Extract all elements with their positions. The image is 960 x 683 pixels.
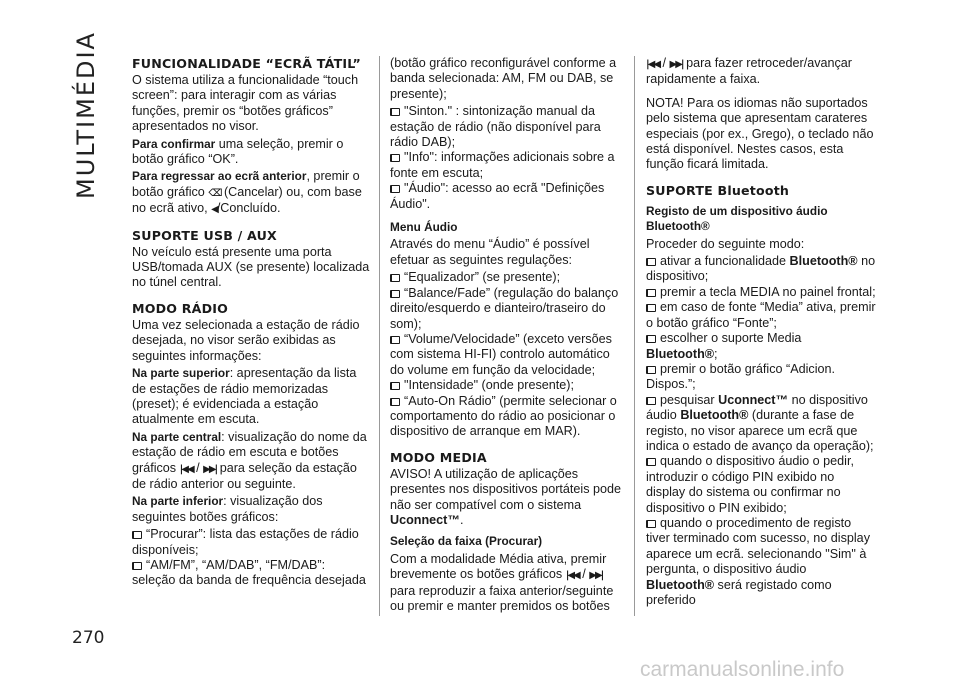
list-item: em caso de fonte “Media” ativa, premir o botão gráfico “Fonte”; bbox=[646, 300, 876, 330]
bullet-icon bbox=[646, 397, 656, 405]
list-item: "Sinton." : sintonização manual da estação de rádio (não disponível para rádio DAB); bbox=[390, 104, 601, 150]
bullet-icon bbox=[132, 562, 142, 570]
next-track-icon: ▶▶| bbox=[669, 59, 683, 70]
list-item: quando o procedimento de registo tiver terminado com sucesso, no display aparece um ecrã. selecionando "Sim" à pergunta, o dispositivo áudio Bluetooth® será registado como preferido bbox=[646, 515, 870, 607]
paragraph-warning: AVISO! A utilização de aplicações presentes nos dispositivos portáteis pode não ser compatível com o sistema Uconnect™. bbox=[390, 466, 622, 527]
list-item: premir o botão gráfico “Adicion. Dispos.”; bbox=[646, 361, 835, 392]
column-1 bbox=[132, 56, 370, 616]
subheading-bluetooth-registration: Registo de um dispositivo áudio Bluetooth® bbox=[646, 203, 828, 234]
bullet-icon bbox=[132, 531, 142, 539]
paragraph-procedure: Proceder do seguinte modo: bbox=[646, 236, 805, 251]
list-item: “Volume/Velocidade” (exceto versões com sistema HI-FI) controlo automático do volume em função da velocidade; bbox=[390, 331, 612, 377]
list-item: "Intensidade" (onde presente); bbox=[390, 378, 626, 393]
paragraph-usb: No veículo está presente uma porta USB/tomada AUX (se presente) localizada no túnel central. bbox=[132, 244, 370, 290]
previous-track-icon: |◀◀ bbox=[565, 570, 579, 582]
paragraph-track: Com a modalidade Média ativa, premir brevemente os botões gráficos |◀◀ / ▶▶| para reproduzir a faixa anterior/seguinte ou premir e manter premidos os botões bbox=[390, 551, 614, 613]
bullet-icon bbox=[646, 520, 656, 528]
bullet-icon bbox=[646, 304, 656, 312]
paragraph-note: NOTA! Para os idiomas não suportados pelo sistema que apresentam carateres especiais (por ex., Grego), o teclado não está disponível. Nestes casos, esta função ficará limitada. bbox=[646, 95, 874, 172]
subheading-track-selection: Seleção da faixa (Procurar) bbox=[390, 534, 543, 549]
heading-usb-aux: SUPORTE USB / AUX bbox=[132, 227, 277, 243]
bullet-icon bbox=[390, 108, 400, 116]
bullet-icon bbox=[390, 290, 400, 298]
paragraph-audio: Através do menu “Áudio” é possível efetuar as seguintes regulações: bbox=[390, 237, 590, 267]
page-number: 270 bbox=[72, 628, 105, 648]
column-divider bbox=[634, 56, 635, 616]
list-item: “Equalizador” (se presente); bbox=[390, 270, 626, 285]
bullet-icon bbox=[390, 336, 400, 344]
bullet-icon bbox=[390, 274, 400, 282]
bullet-icon bbox=[646, 258, 656, 266]
list-item: ativar a funcionalidade Bluetooth® no dispositivo; bbox=[646, 254, 876, 284]
next-track-icon: ▶▶| bbox=[589, 570, 603, 582]
list-item: escolher o suporte Media Bluetooth®; bbox=[646, 331, 802, 361]
list-item: “AM/FM”, “AM/DAB”, “FM/DAB”: seleção da banda de frequência desejada bbox=[132, 557, 366, 588]
back-arrow-icon: ◀ bbox=[211, 204, 217, 216]
paragraph-touch: O sistema utiliza a funcionalidade “touch screen”: para interagir com as várias funções, premir os “botões gráficos” apresentados no visor. bbox=[132, 73, 359, 134]
heading-radio-mode: MODO RÁDIO bbox=[132, 300, 229, 316]
paragraph-confirm: Para confirmar uma seleção, premir o botão gráfico “OK”. bbox=[132, 136, 344, 167]
paragraph-back: Para regressar ao ecrã anterior, premir o botão gráfico ⌫ (Cancelar) ou, com base no ecrã ativo, ◀/Concluído. bbox=[132, 169, 362, 216]
paragraph-radio: Uma vez selecionada a estação de rádio desejada, no visor serão exibidas as seguintes informações: bbox=[132, 317, 360, 363]
list-item: “Auto-On Rádio” (permite selecionar o comportamento do rádio ao posicionar o dispositivo de arranque em MAR). bbox=[390, 393, 617, 439]
bullet-icon bbox=[646, 366, 656, 374]
column-3 bbox=[646, 56, 876, 616]
list-item: pesquisar Uconnect™ no dispositivo áudio Bluetooth® (durante a fase de registo, no visor aparece um ecrã que indica o estado de avanço da operação); bbox=[646, 392, 874, 453]
list-item: quando o dispositivo áudio o pedir, introduzir o código PIN exibido no display do sistema ou confirmar no dispositivo o PIN exibido; bbox=[646, 454, 854, 515]
list-item: “Balance/Fade” (regulação do balanço direito/esquerdo e dianteiro/traseiro do som); bbox=[390, 285, 619, 331]
column-2 bbox=[390, 56, 626, 616]
chapter-title: MULTIMÉDIA bbox=[72, 31, 100, 199]
bullet-icon bbox=[646, 458, 656, 466]
list-item: "Info": informações adicionais sobre a fonte em escuta; bbox=[390, 150, 615, 180]
previous-track-icon: |◀◀ bbox=[646, 59, 660, 70]
list-item: “Procurar”: lista das estações de rádio disponíveis; bbox=[132, 527, 359, 557]
bullet-icon bbox=[390, 185, 400, 193]
list-item: "Áudio": acesso ao ecrã "Definições Áudio". bbox=[390, 181, 605, 211]
paragraph-continued: (botão gráfico reconfigurável conforme a banda selecionada: AM, FM ou DAB, se presente); bbox=[390, 56, 617, 101]
paragraph-central: Na parte central: visualização do nome da estação de rádio em escuta e botões gráficos |◀◀ / ▶▶| para seleção da estação de rádio anterior ou seguinte. bbox=[132, 429, 367, 491]
heading-media-mode: MODO MEDIA bbox=[390, 449, 487, 465]
watermark: carmanualsonline.info bbox=[640, 658, 845, 681]
paragraph-upper: Na parte superior: apresentação da lista de estações de rádio memorizadas (preset); é evidenciada a estação atualmente em escuta. bbox=[132, 366, 357, 427]
paragraph-seek: |◀◀ / ▶▶| para fazer retroceder/avançar rapidamente a faixa. bbox=[646, 56, 852, 87]
next-track-icon: ▶▶| bbox=[203, 463, 217, 475]
column-divider bbox=[379, 56, 380, 616]
bullet-icon bbox=[390, 154, 400, 162]
bullet-icon bbox=[646, 335, 656, 343]
list-item: premir a tecla MEDIA no painel frontal; bbox=[646, 285, 876, 300]
bullet-icon bbox=[390, 398, 400, 406]
cancel-icon: ⌫ bbox=[208, 187, 221, 199]
bullet-icon bbox=[390, 382, 400, 390]
paragraph-lower: Na parte inferior: visualização dos seguintes botões gráficos: bbox=[132, 494, 323, 524]
subheading-audio-menu: Menu Áudio bbox=[390, 220, 458, 235]
heading-bluetooth: SUPORTE Bluetooth bbox=[646, 182, 790, 198]
bullet-icon bbox=[646, 289, 656, 297]
previous-track-icon: |◀◀ bbox=[179, 463, 193, 475]
heading-touch-screen: FUNCIONALIDADE “ECRÃ TÁTIL” bbox=[132, 56, 361, 71]
